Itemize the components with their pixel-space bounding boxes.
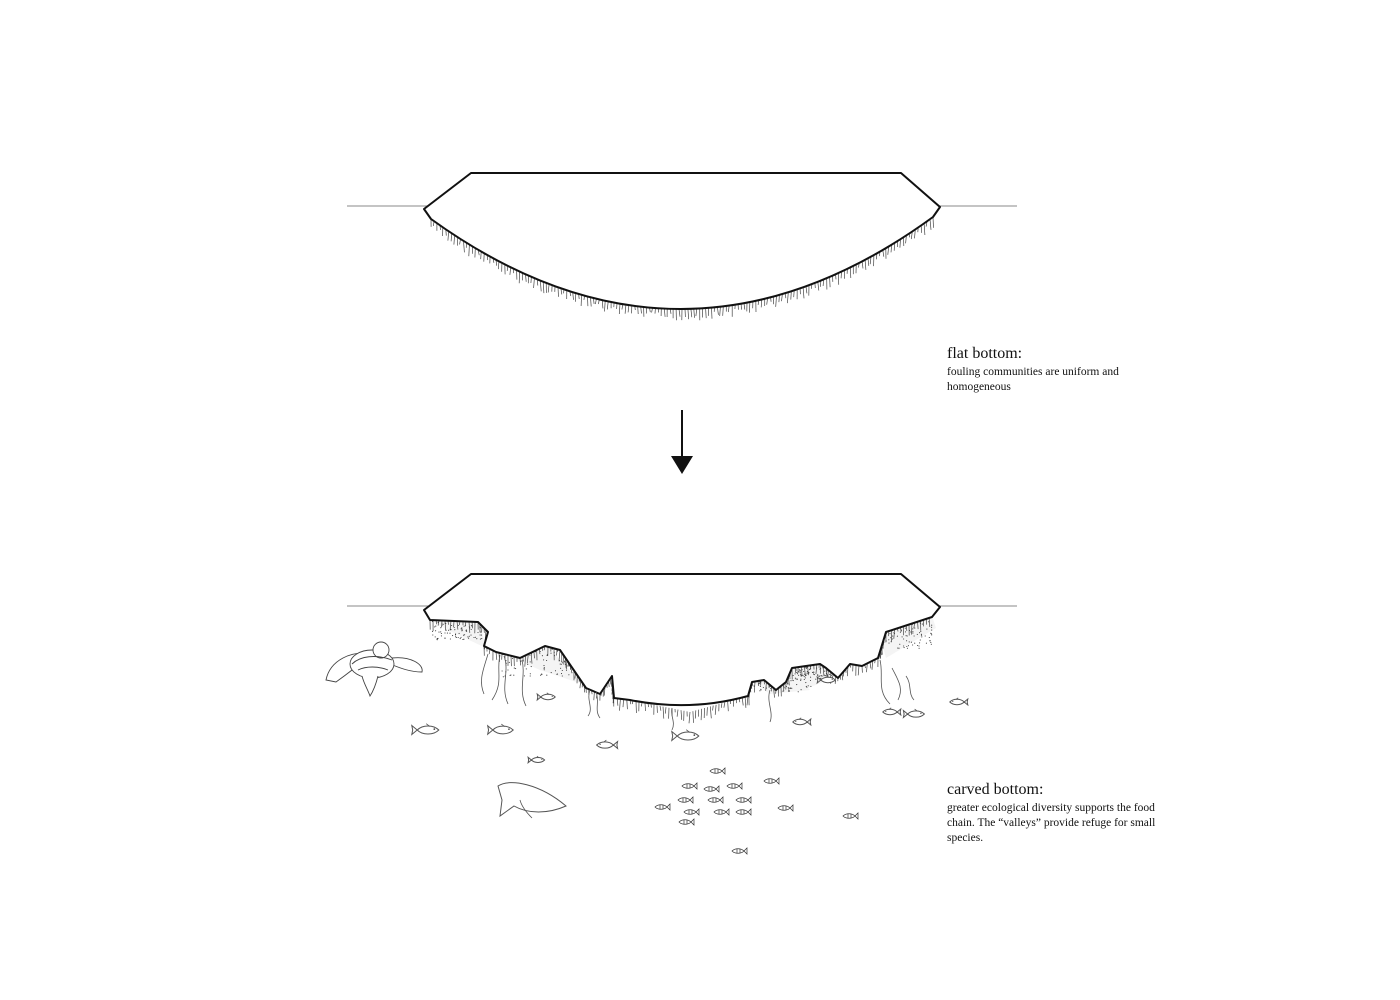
carved-bottom-description: greater ecological diversity supports the food chain. The “valleys” provide refuge for small species.: [947, 802, 1156, 844]
flat-bottom-description: fouling communities are uniform and homogeneous: [947, 366, 1119, 393]
carved-bottom-caption: [947, 781, 1157, 846]
fish-school-icon: [655, 804, 670, 810]
carved-hull-outline: [424, 574, 940, 705]
fish-icon: [793, 718, 811, 725]
fish-school-icon: [714, 809, 729, 815]
fish-school-icon: [708, 797, 723, 803]
fish-icon: [903, 709, 924, 717]
fish-icon: [597, 740, 618, 748]
sea-turtle-icon: [326, 642, 422, 696]
flat-bottom-caption: [947, 345, 1147, 395]
fish-school-icon: [727, 783, 742, 789]
fish-icon: [672, 730, 699, 741]
fish-school-icon: [682, 783, 697, 789]
fish-school-icon: [679, 819, 694, 825]
fish-school-icon: [778, 805, 793, 811]
fish-school-icon: [678, 797, 693, 803]
fish-school-icon: [736, 809, 751, 815]
fish-school-icon: [764, 778, 779, 784]
fish-school-icon: [843, 813, 858, 819]
carved-bottom-title: carved bottom:: [947, 781, 1044, 798]
fish-school-icon: [710, 768, 725, 774]
fish-icon: [412, 724, 439, 735]
carved-bottom-diagram: [326, 574, 1017, 854]
fish-icon: [883, 708, 901, 715]
fish-icon: [950, 698, 968, 705]
fish-school-icon: [732, 848, 747, 854]
large-fish-icon: [498, 783, 566, 818]
flat-hull-outline: [424, 173, 940, 309]
fish-school-icon: [736, 797, 751, 803]
fish-school-icon: [684, 809, 699, 815]
flat-bottom-diagram: [347, 173, 1017, 320]
flat-bottom-title: flat bottom:: [947, 345, 1023, 362]
fish-icon: [488, 724, 514, 734]
fish-school-icon: [704, 786, 719, 792]
arrow-down-icon: [671, 410, 693, 474]
fish-icon: [528, 756, 545, 763]
fish-icon: [537, 693, 555, 700]
